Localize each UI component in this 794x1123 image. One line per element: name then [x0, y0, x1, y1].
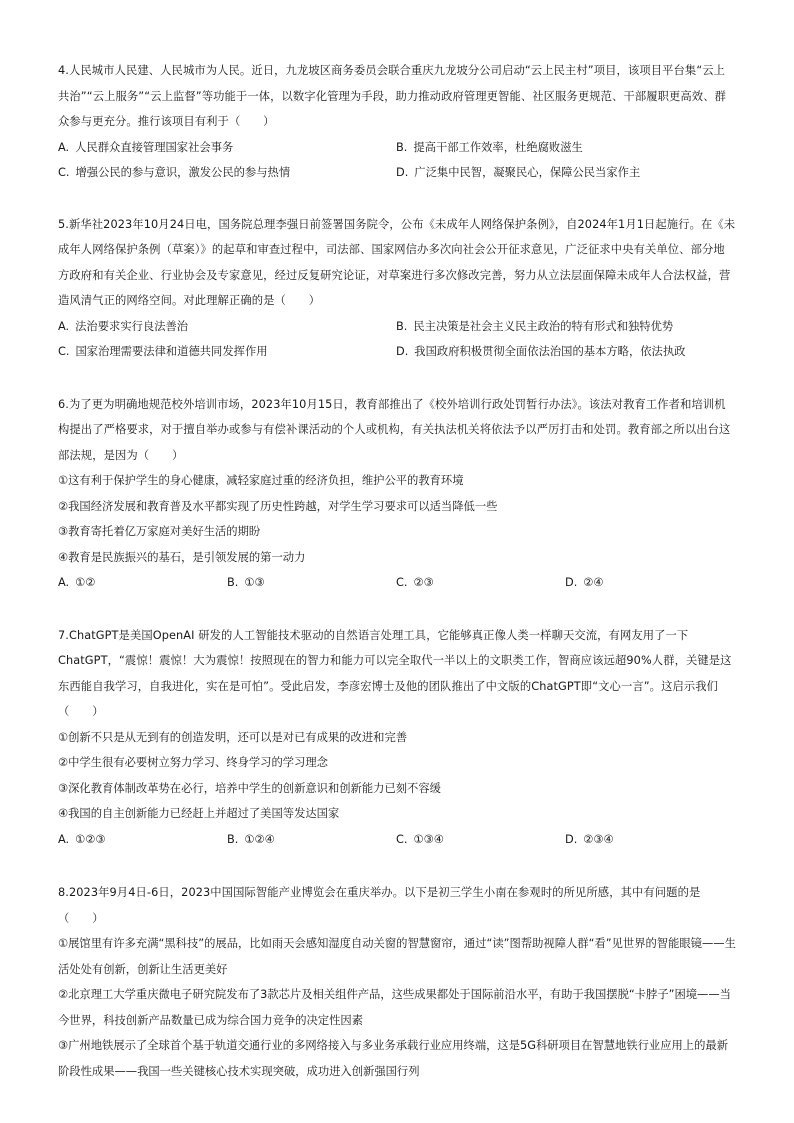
question-stem: 7.ChatGPT是美国OpenAI 研发的人工智能技术驱动的自然语言处理工具，它能够真正像人类一样聊天交流，有网友用了一下ChatGPT，“震惊！震惊！大为震惊！按照现在的智力和能力可以完全取代一半以上的文职类工作，智商应该远超90%人群，关键是这东西能自我学习，自我进化，实在是可怕”。受此启发，李彦宏博士及他的团队推出了中文版的ChatGPT即“文心一言”。这启示我们（ ） [58, 628, 732, 718]
question-5 [58, 212, 736, 365]
question-4 [58, 58, 736, 186]
statement-4: ④我国的自主创新能力已经赶上并超过了美国等发达国家 [58, 807, 340, 820]
option-b[interactable]: B. 提高干部工作效率，杜绝腐败滋生 [396, 140, 583, 154]
option-a[interactable]: A. ①② [58, 576, 96, 589]
statement-3: ③深化教育体制改革势在必行，培养中学生的创新意识和创新能力已刻不容缓 [58, 781, 441, 795]
option-d[interactable]: D. 广泛集中民智，凝聚民心，保障公民当家作主 [396, 166, 641, 179]
statement-1: ①创新不只是从无到有的创造发明，还可以是对已有成果的改进和完善 [58, 730, 408, 744]
statement-3: ③教育寄托着亿万家庭对美好生活的期盼 [58, 525, 261, 538]
statement-1: ①展馆里有许多充满“黑科技”的展品，比如雨天会感知湿度自动关窗的智慧窗帘，通过“读”图帮助视障人群“看”见世界的智能眼镜——生活处处有创新，创新让生活更美好 [58, 937, 736, 976]
option-a[interactable]: A. 人民群众直接管理国家社会事务 [58, 140, 234, 154]
question-8 [58, 880, 736, 1084]
option-d[interactable]: D. ②④ [565, 576, 604, 589]
option-d[interactable]: D. 我国政府积极贯彻全面依法治国的基本方略，依法执政 [396, 345, 686, 358]
question-7 [58, 623, 736, 853]
options [58, 314, 736, 365]
option-d[interactable]: D. ②③④ [565, 832, 614, 846]
question-stem: 8.2023年9月4日-6日，2023中国国际智能产业博览会在重庆举办。以下是初三学生小南在参观时的所见所感，其中有问题的是（ ） [58, 886, 701, 925]
option-c[interactable]: C. 国家治理需要法律和道德共同发挥作用 [58, 345, 268, 358]
option-a[interactable]: A. ①②③ [58, 832, 106, 846]
question-stem: 5.新华社2023年10月24日电，国务院总理李强日前签署国务院令，公布《未成年人网络保护条例》，自2024年1月1日起施行。在《未成年人网络保护条例（草案）》的起草和审查过程中，司法部、国家网信办多次向社会公开征求意见，广泛征求中央有关单位、部分地方政府和有关企业、行业协会及专家意见，经过反复研究论证，对草案进行多次修改完善，努力从立法层面保障未成年人合法权益，营造风清气正的网络空间。对此理解正确的是（ ） [58, 217, 736, 307]
statement-2: ②北京理工大学重庆微电子研究院发布了3款芯片及相关组件产品，这些成果都处于国际前沿水平，有助于我国摆脱“卡脖子”困境——当今世界，科技创新产品数量已成为综合国力竞争的决定性因素 [58, 988, 731, 1027]
option-a[interactable]: A. 法治要求实行良法善治 [58, 319, 189, 333]
options [58, 827, 736, 853]
options [58, 570, 736, 596]
statement-4: ④教育是民族振兴的基石，是引领发展的第一动力 [58, 550, 306, 564]
option-b[interactable]: B. 民主决策是社会主义民主政治的特有形式和独特优势 [396, 319, 674, 333]
statement-2: ②我国经济发展和教育普及水平都实现了历史性跨越，对学生学习要求可以适当降低一些 [58, 499, 498, 513]
options [58, 135, 736, 186]
option-c[interactable]: C. 增强公民的参与意识，激发公民的参与热情 [58, 166, 291, 179]
statement-3: ③广州地铁展示了全球首个基于轨道交通行业的多网络接入与多业务承载行业应用终端，这是5G科研项目在智慧地铁行业应用上的最新阶段性成果——我国一些关键核心技术实现突破，成功进入创新强国行列 [58, 1039, 728, 1078]
option-b[interactable]: B. ①②④ [227, 832, 275, 846]
question-stem: 4.人民城市人民建、人民城市为人民。近日，九龙坡区商务委员会联合重庆九龙坡分公司启动“云上民主村”项目，该项目平台集“云上共治”“云上服务”“云上监督”等功能于一体，以数字化管理为手段，助力推动政府管理更智能、社区服务更规范、干部履职更高效、群众参与更充分。推行该项目有利于（ ） [58, 64, 726, 128]
question-6 [58, 392, 736, 596]
statement-1: ①这有利于保护学生的身心健康，减轻家庭过重的经济负担，维护公平的教育环境 [58, 474, 464, 487]
statement-2: ②中学生很有必要树立努力学习、终身学习的学习理念 [58, 756, 328, 769]
option-c[interactable]: C. ②③ [396, 576, 434, 589]
option-b[interactable]: B. ①③ [227, 576, 265, 589]
option-c[interactable]: C. ①③④ [396, 832, 444, 846]
question-stem: 6.为了更为明确地规范校外培训市场，2023年10月15日，教育部推出了《校外培训行政处罚暂行办法》。该法对教育工作者和培训机构提出了严格要求，对于擅自举办或参与有偿补课活动的个人或机构，有关执法机关将依法予以严厉打击和处罚。教育部之所以出台这部法规，是因为（ ） [58, 397, 731, 462]
